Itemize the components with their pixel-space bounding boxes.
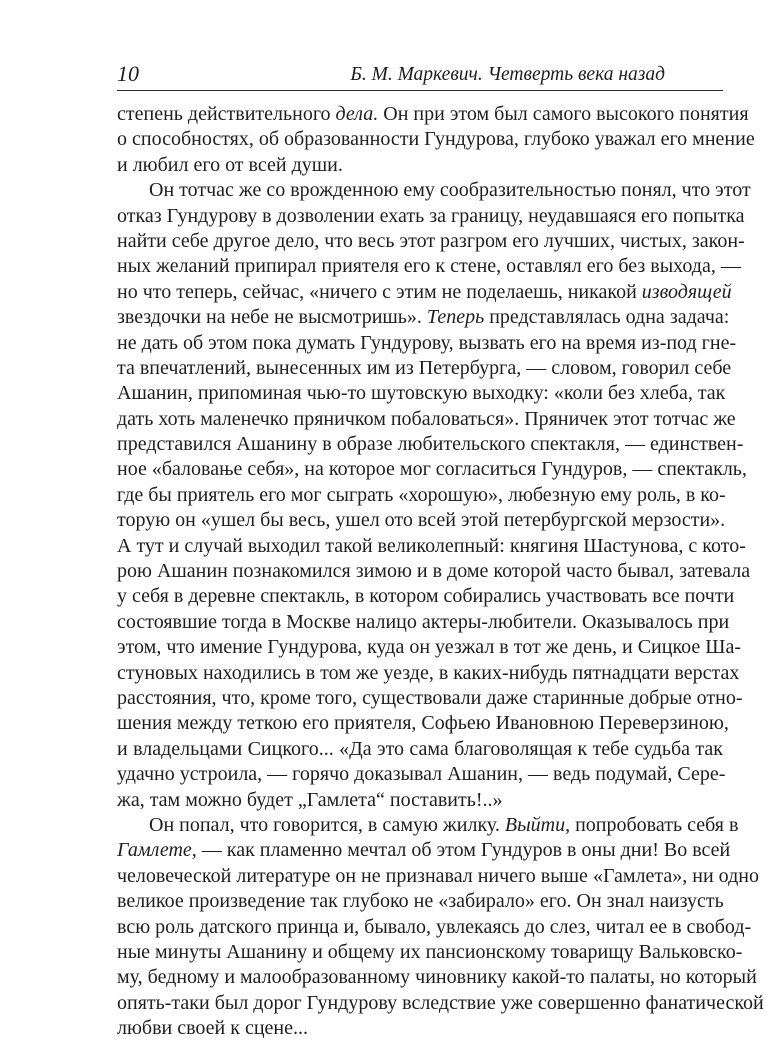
running-title: Б. М. Маркевич. Четверть века назад	[350, 64, 665, 85]
text-line: стуновых находились в том же уезде, в каких-нибудь пятнадцати верстах	[117, 661, 740, 684]
text-line: ное «баловање себя», на которое мог согласиться Гундуров, — спектакль,	[117, 458, 747, 481]
text-line: у себя в деревне спектакль, в котором собирались участвовать все почти	[117, 585, 735, 608]
text-line: шения между теткою его приятеля, Софьею Ивановною Переверзиною,	[117, 712, 729, 735]
text-line: любви своей к сцене...	[117, 1017, 309, 1040]
text-line: удачно устроила, — горячо доказывал Ашанин, — ведь подумай, Сере-	[117, 763, 726, 786]
text-line: и владельцами Сицкого... «Да это сама благоволящая к тебе судьба так	[117, 737, 723, 760]
text-line: Он тотчас же со врожденною ему сообразительностью понял, что этот	[149, 179, 751, 202]
text-line: великое произведение так глубоко не «забирало» его. Он знал наизусть	[117, 890, 724, 913]
text-line: А тут и случай выходил такой великолепный: княгиня Шастунова, с кото-	[117, 534, 746, 557]
text-line: му, бедному и малообразованному чиновнику какой-то палаты, но который	[117, 966, 757, 989]
body-text	[117, 102, 764, 1041]
text-line: представился Ашанину в образе любительского спектакля, — единствен-	[117, 433, 744, 456]
text-line: о способностях, об образованности Гундурова, глубоко уважал его мнение	[117, 128, 755, 151]
header-rule	[117, 90, 723, 91]
page-number: 10	[117, 61, 139, 86]
text-line: жа, там можно будет „Гамлета“ поставить!..»	[117, 788, 503, 811]
text-line: найти себе другое дело, что весь этот разгром его лучших, чистых, закон-	[117, 229, 745, 252]
text-line: расстояния, что, кроме того, существовали даже старинные добрые отно-	[117, 686, 743, 709]
text-line: и любил его от всей души.	[117, 153, 343, 176]
running-head	[117, 52, 723, 92]
italic-phrase: изводящей	[641, 280, 732, 303]
text-line: дать хоть маленечко пряничком побаловаться». Пряничек этот тотчас же	[117, 407, 736, 430]
text-line: не дать об этом пока думать Гундурову, вызвать его на время из-под гне-	[117, 331, 737, 354]
text-line: та впечатлений, вынесенных им из Петербурга, — словом, говорил себе	[117, 356, 732, 379]
text-line: отказ Гундурову в дозволении ехать за границу, неудавшаяся его попытка	[117, 204, 745, 227]
italic-phrase: дела.	[335, 103, 379, 125]
text-line: но что теперь, сейчас, «ничего с этим не поделаешь, никакой изводящей	[117, 280, 732, 303]
text-line: этом, что имение Гундурова, куда он уезжал в тот же день, и Сицкое Ша-	[117, 636, 741, 659]
text-line: Ашанин, припоминая чью-то шутовскую выходку: «коли без хлеба, так	[117, 382, 726, 405]
text-line: человеческой литературе он не признавал ничего выше «Гамлета», ни одно	[117, 864, 759, 887]
italic-phrase: Выйти,	[504, 813, 571, 836]
text-line: ных желаний припирал приятеля его к стене, оставлял его без выхода, —	[117, 255, 741, 278]
text-line: где бы приятель его мог сыграть «хорошую», любезную ему роль, в ко-	[117, 483, 726, 506]
text-line: ные минуты Ашанину и общему их пансионскому товарищу Вальковско-	[117, 940, 743, 963]
text-line: состоявшие тогда в Москве налицо актеры-любители. Оказывалось при	[117, 610, 730, 633]
text-line: рою Ашанин познакомился зимою и в доме которой часто бывал, затевала	[117, 560, 751, 583]
text-line: Гамлете, — как пламенно мечтал об этом Гундуров в оны дни! Во всей	[117, 839, 731, 862]
text-line: звездочки на небе не высмотришь». Теперь представлялась одна задача:	[117, 306, 730, 329]
text-line: степень действительного дела. Он при этом был самого высокого понятия	[117, 103, 749, 125]
italic-phrase: Теперь	[426, 306, 485, 329]
text-line: торую он «ушел бы весь, ушел ото всей этой петербургской мерзости».	[117, 509, 726, 532]
text-line: Он попал, что говорится, в самую жилку. Выйти, попробовать себя в	[149, 813, 739, 836]
text-line: всю роль датского принца и, бывало, увлекаясь до слез, читал ее в свобод-	[117, 915, 752, 938]
text-line: опять-таки был дорог Гундурову вследствие уже совершенно фанатической	[117, 991, 764, 1014]
italic-phrase: Гамлете,	[117, 839, 197, 862]
